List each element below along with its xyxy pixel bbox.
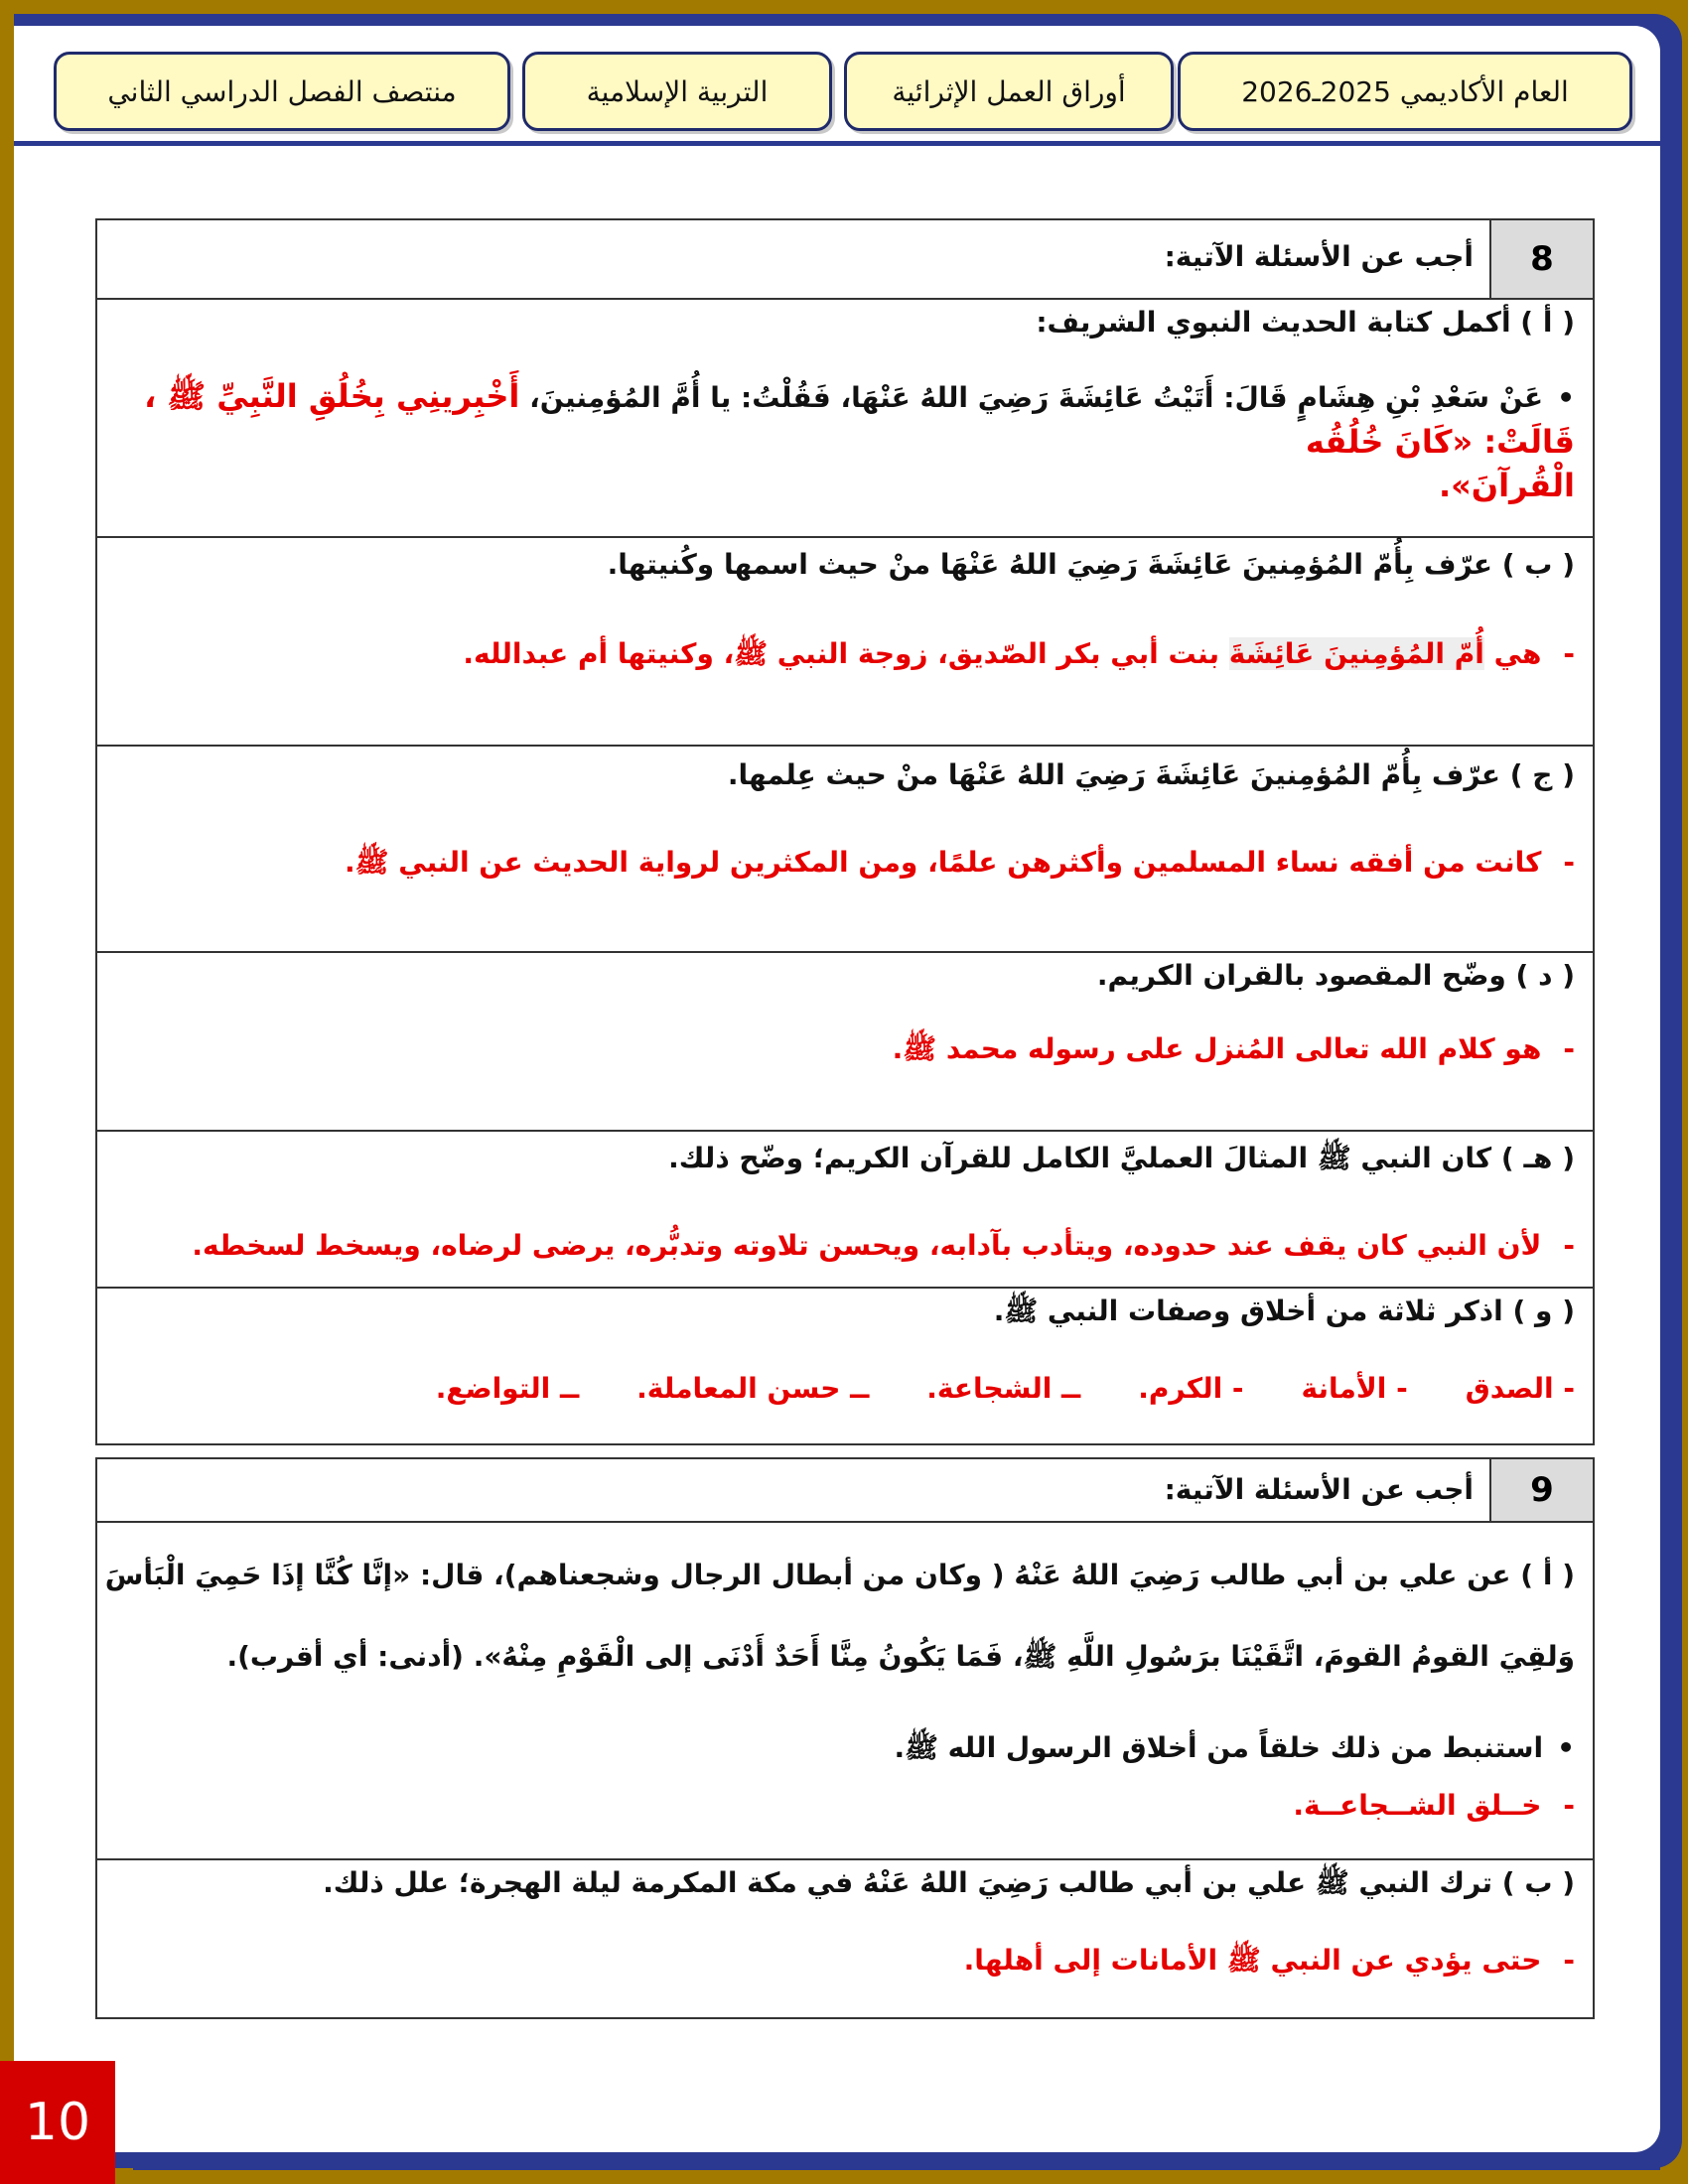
trait-item: ــ حسن المعاملة. [636, 1372, 870, 1405]
q8-f-answers [115, 1372, 1575, 1405]
hadith-answer-end: الْقُرآنَ». [1438, 467, 1575, 504]
q8-section-e [97, 1132, 1593, 1289]
q9-a-answer [115, 1789, 1575, 1822]
answer-text: كانت من أفقه نساء المسلمين وأكثرهن علمًا، ومن المكثرين لرواية الحديث عن النبي ﷺ. [345, 846, 1542, 879]
q9-section-a [97, 1523, 1593, 1860]
q8-section-b [97, 538, 1593, 747]
q8-d-question: ( د ) وضّح المقصود بالقران الكريم. [1096, 959, 1575, 992]
trait-item: - الصدق [1465, 1372, 1575, 1405]
q8-section-a [97, 300, 1593, 538]
q8-d-answer [115, 1032, 1575, 1072]
q8-a-hadith [115, 377, 1575, 461]
answer-post: بنت أبي بكر الصّديق، زوجة النبي ﷺ، وكنيتها أم عبدالله. [463, 637, 1220, 670]
header-subject: التربية الإسلامية [522, 52, 832, 131]
question-number: 9 [1489, 1459, 1593, 1521]
answer-pre: هي [1493, 637, 1542, 670]
question-header [97, 220, 1593, 300]
q8-e-question: ( هـ ) كان النبي ﷺ المثالَ العمليَّ الكامل للقرآن الكريم؛ وضّح ذلك. [668, 1142, 1575, 1174]
trait-item: ــ التواضع. [435, 1372, 580, 1405]
q8-e-answer [115, 1229, 1575, 1262]
q8-c-question: ( ج ) عرّف بِأُمّ المُؤمِنينَ عَائِشَةَ رَضِيَ اللهُ عَنْهَا منْ حيث عِلمها. [727, 758, 1575, 791]
q8-c-answer [115, 846, 1575, 886]
dash-marker: - [1563, 1229, 1575, 1262]
dash-marker: - [1563, 1032, 1575, 1065]
question-9-box [95, 1457, 1595, 2019]
q8-section-f [97, 1289, 1593, 1443]
trait-item: - الأمانة [1301, 1372, 1408, 1405]
answer-text: خــلق الشــجاعــة. [1293, 1789, 1542, 1822]
header-academic-year: العام الأكاديمي 2025ـ2026 [1178, 52, 1632, 131]
answer-text: لأن النبي كان يقف عند حدوده، ويتأدب بآدابه، ويحسن تلاوته وتدبُّره، يرضى لرضاه، ويسخط لسخطه. [192, 1229, 1542, 1262]
dash-marker: - [1563, 846, 1575, 879]
q9-a-line2: وَلقِيَ القومُ القومَ، اتَّقَيْنَا برَسُولِ اللَّهِ ﷺ، فَمَا يَكُونُ مِنَّا أَحَدٌ أَدْنَى إلى الْقَوْمِ مِنْهُ». (أدنى: أي أقرب). [226, 1640, 1575, 1673]
answer-highlight: أُمّ المُؤمِنينَ عَائِشَةَ [1228, 637, 1484, 670]
footer-bar [133, 2156, 1660, 2170]
page-number: 10 [0, 2061, 115, 2184]
trait-item: ــ الشجاعة. [926, 1372, 1081, 1405]
q8-section-d [97, 953, 1593, 1132]
q9-b-question: ( ب ) ترك النبي ﷺ علي بن أبي طالب رَضِيَ اللهُ عَنْهُ في مكة المكرمة ليلة الهجرة؛ علل ذلك. [323, 1866, 1575, 1899]
q9-b-answer [115, 1944, 1575, 1983]
question-header [97, 1459, 1593, 1523]
question-number: 8 [1489, 220, 1593, 298]
question-8-box [95, 218, 1595, 1445]
answer-text: هو كلام الله تعالى المُنزل على رسوله محمد ﷺ. [892, 1032, 1542, 1065]
question-title: أجب عن الأسئلة الآتية: [1164, 1473, 1474, 1506]
q9-a-task [115, 1731, 1575, 1771]
answer-text: حتى يؤدي عن النبي ﷺ الأمانات إلى أهلها. [963, 1944, 1542, 1977]
dash-marker: - [1563, 1944, 1575, 1977]
dash-marker: - [1563, 637, 1575, 670]
hadith-question-part: عَنْ سَعْدِ بْنِ هِشَامٍ قَالَ: أَتَيْتُ عَائِشَةَ رَضِيَ اللهُ عَنْهَا، فَقُلْتُ: يا أُمَّ المُؤمِنينَ، [529, 381, 1544, 414]
q9-section-b [97, 1860, 1593, 2017]
task-text: استنبط من ذلك خلقاً من أخلاق الرسول الله ﷺ. [894, 1731, 1544, 1764]
q8-section-c [97, 747, 1593, 953]
q8-b-answer [115, 637, 1575, 677]
question-title: أجب عن الأسئلة الآتية: [1164, 240, 1474, 273]
header-worksheets: أوراق العمل الإثرائية [844, 52, 1174, 131]
header-term: منتصف الفصل الدراسي الثاني [54, 52, 510, 131]
q8-b-question: ( ب ) عرّف بِأُمّ المُؤمِنينَ عَائِشَةَ رَضِيَ اللهُ عَنْهَا منْ حيث اسمها وكُنيتها. [607, 548, 1575, 581]
header-divider [14, 141, 1660, 146]
dash-marker: - [1563, 1789, 1575, 1822]
bullet-icon [1543, 1731, 1575, 1764]
q8-f-question: ( و ) اذكر ثلاثة من أخلاق وصفات النبي ﷺ. [993, 1295, 1575, 1327]
bullet-icon [1543, 381, 1575, 414]
hadith-answer-part: أَخْبِرينِي بِخُلُقِ النَّبِيِّ ﷺ ، قَالَتْ: «كَانَ خُلُقُه [144, 377, 1575, 461]
trait-item: - الكرم. [1138, 1372, 1244, 1405]
q8-a-label: ( أ ) أكمل كتابة الحديث النبوي الشريف: [1036, 306, 1575, 339]
q9-a-line1: ( أ ) عن علي بن أبي طالب رَضِيَ اللهُ عَنْهُ ( وكان من أبطال الرجال وشجعناهم)، قال: «إنَّا كُنَّا إذَا حَمِيَ الْبَأسَ [104, 1559, 1575, 1591]
